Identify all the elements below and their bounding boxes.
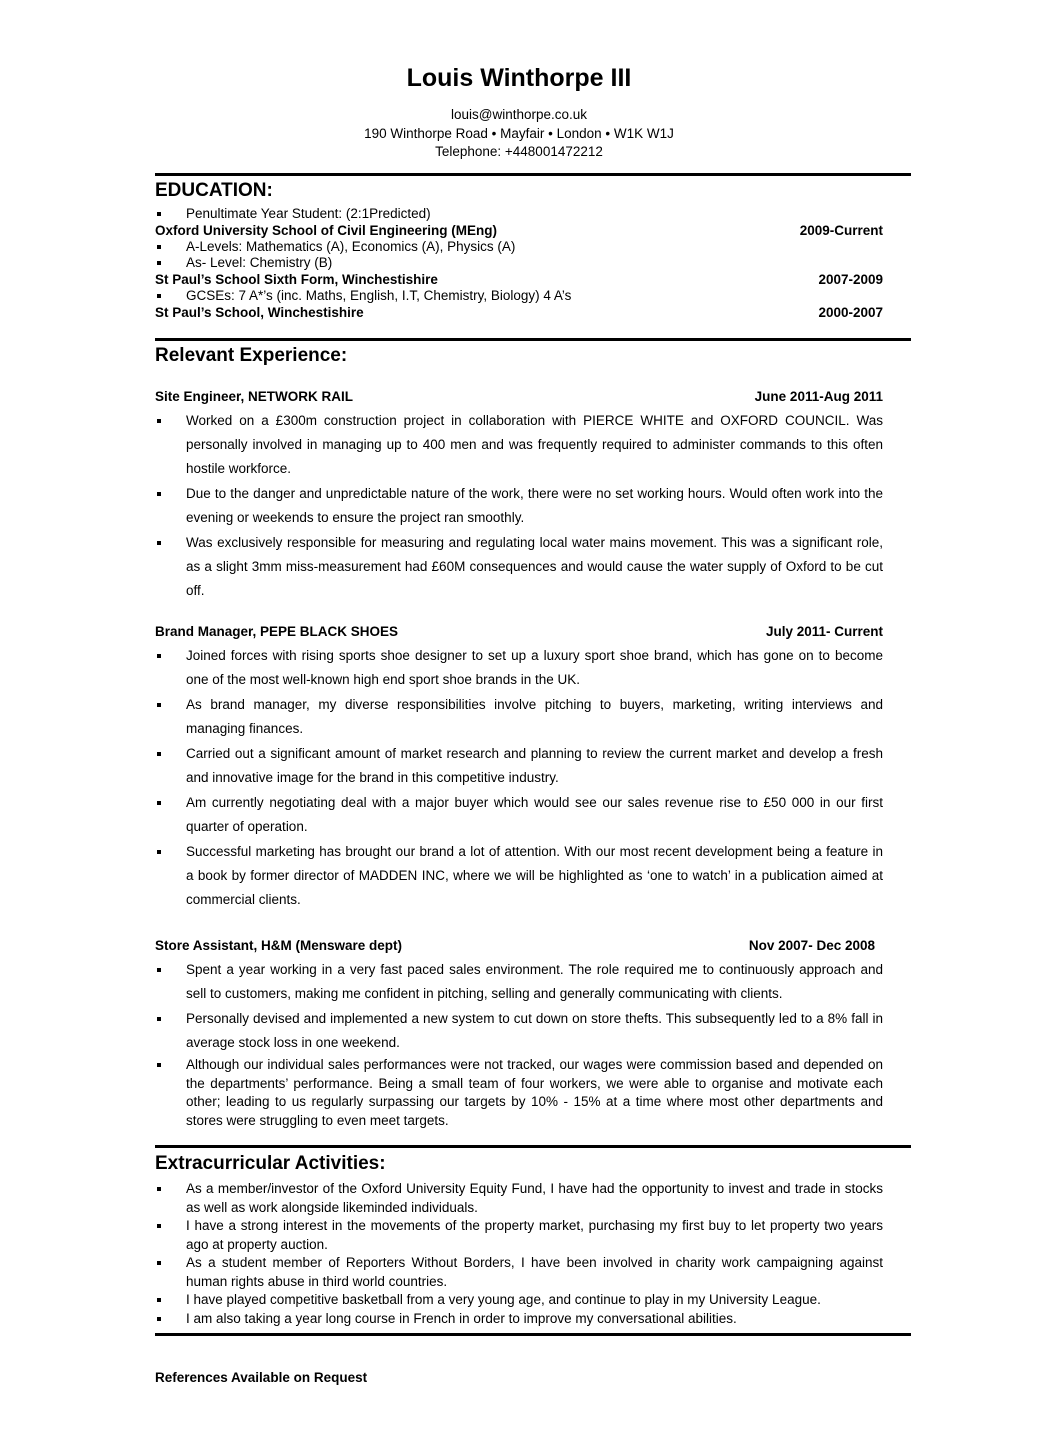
job-header [155, 936, 883, 956]
activity-bullet: I have played competitive basketball from a very young age, and continue to play in my University League. [155, 1291, 883, 1310]
education-entry [155, 206, 883, 239]
section-divider [155, 173, 911, 176]
activity-bullet: I have a strong interest in the movements of the property market, purchasing my first buy to let property two years ago at property auction. [155, 1217, 883, 1254]
extracurricular-section [155, 1180, 883, 1328]
job-title: Site Engineer, NETWORK RAIL [155, 389, 354, 404]
education-bullet: Penultimate Year Student: (2:1Predicted) [155, 206, 883, 222]
activity-bullet: I am also taking a year long course in French in order to improve my conversational abilities. [155, 1310, 883, 1329]
job-title: Brand Manager, PEPE BLACK SHOES [155, 624, 399, 639]
experience-job [155, 387, 883, 604]
postal-address: 190 Winthorpe Road • Mayfair • London • W1K W1J [364, 125, 674, 141]
email-address[interactable]: louis@winthorpe.co.uk [450, 107, 588, 122]
job-bullet: Although our individual sales performances were not tracked, our wages were commission based and depended on the departments’ performance. Being a small team of four workers, we were able to organise and motivate each other; leading to us regularly surpassing our targets by 10% - 15% at a time where most other departments and stores were struggling to even meet targets. [155, 1056, 883, 1130]
job-bullet: Spent a year working in a very fast paced sales environment. The role required me to continuously approach and sell to customers, making me confident in pitching, selling and generally communicating with clients. [155, 958, 883, 1006]
job-bullet: Joined forces with rising sports shoe designer to set up a luxury sport shoe brand, which has gone on to become one of the most well-known high end sport shoe brands in the UK. [155, 644, 883, 692]
job-bullet: Am currently negotiating deal with a major buyer which would see our sales revenue rise to £50 000 in our first quarter of operation. [155, 791, 883, 839]
job-bullet: Worked on a £300m construction project in collaboration with PIERCE WHITE and OXFORD COUNCIL. Was personally involved in managing up to 400 men and was frequently required to administer commands to this often hostile workforce. [155, 409, 883, 481]
education-school-row [155, 271, 883, 288]
candidate-name: Louis Winthorpe III [406, 64, 632, 92]
activity-bullet: As a member/investor of the Oxford University Equity Fund, I have had the opportunity to invest and trade in stocks as well as work alongside likeminded individuals. [155, 1180, 883, 1217]
school-dates: 2007-2009 [818, 272, 883, 287]
education-school-row [155, 304, 883, 321]
school-name: Oxford University School of Civil Engineering (MEng) [155, 223, 498, 238]
education-entry [155, 239, 883, 288]
job-bullet: As brand manager, my diverse responsibilities involve pitching to buyers, marketing, writing interviews and managing finances. [155, 693, 883, 741]
activity-bullet: As a student member of Reporters Without Borders, I have been involved in charity work campaigning against human rights abuse in third world countries. [155, 1254, 883, 1291]
education-heading: EDUCATION: [155, 180, 273, 201]
job-bullet: Personally devised and implemented a new system to cut down on store thefts. This subsequently led to a 8% fall in average stock loss in one weekend. [155, 1007, 883, 1055]
section-divider [155, 1145, 911, 1148]
job-bullet: Successful marketing has brought our brand a lot of attention. With our most recent development being a feature in a book by former director of MADDEN INC, where we will be highlighted as ‘one to watch’ in a publication aimed at commercial clients. [155, 840, 883, 912]
job-dates: July 2011- Current [765, 624, 883, 639]
school-dates: 2000-2007 [818, 305, 883, 320]
education-bullet: As- Level: Chemistry (B) [155, 255, 883, 271]
school-name: St Paul’s School Sixth Form, Winchestishire [155, 272, 438, 287]
resume-header [155, 60, 883, 162]
job-bullet: Due to the danger and unpredictable nature of the work, there were no set working hours. Would often work into the evening or weekends to ensure the project ran smoothly. [155, 482, 883, 530]
job-bullet: Carried out a significant amount of market research and planning to review the current market and develop a fresh and innovative image for the brand in this competitive industry. [155, 742, 883, 790]
experience-job [155, 622, 883, 913]
education-school-row [155, 222, 883, 239]
school-name: St Paul’s School, Winchestishire [155, 305, 364, 320]
references-note: References Available on Request [155, 1370, 368, 1385]
experience-heading: Relevant Experience: [155, 345, 348, 366]
job-title: Store Assistant, H&M (Mensware dept) [155, 938, 403, 953]
job-bullet: Was exclusively responsible for measuring and regulating local water mains movement. This was a significant role, as a slight 3mm miss-measurement had £60M consequences and would cause the water supply of Oxford to be cut off. [155, 531, 883, 603]
education-entry [155, 288, 883, 321]
job-header [155, 622, 883, 642]
experience-job [155, 936, 883, 1131]
section-divider [155, 1333, 911, 1336]
job-dates: June 2011-Aug 2011 [754, 389, 883, 404]
job-dates: Nov 2007- Dec 2008 [748, 938, 875, 953]
job-header [155, 387, 883, 407]
education-section [155, 206, 883, 321]
telephone-number: Telephone: +448001472212 [435, 144, 603, 159]
contact-info [155, 106, 883, 162]
education-bullet: A-Levels: Mathematics (A), Economics (A), Physics (A) [155, 239, 883, 255]
extracurricular-heading: Extracurricular Activities: [155, 1153, 386, 1174]
school-dates: 2009-Current [799, 223, 883, 238]
education-bullet: GCSEs: 7 A*’s (inc. Maths, English, I.T, Chemistry, Biology) 4 A’s [155, 288, 883, 304]
section-divider [155, 338, 911, 341]
